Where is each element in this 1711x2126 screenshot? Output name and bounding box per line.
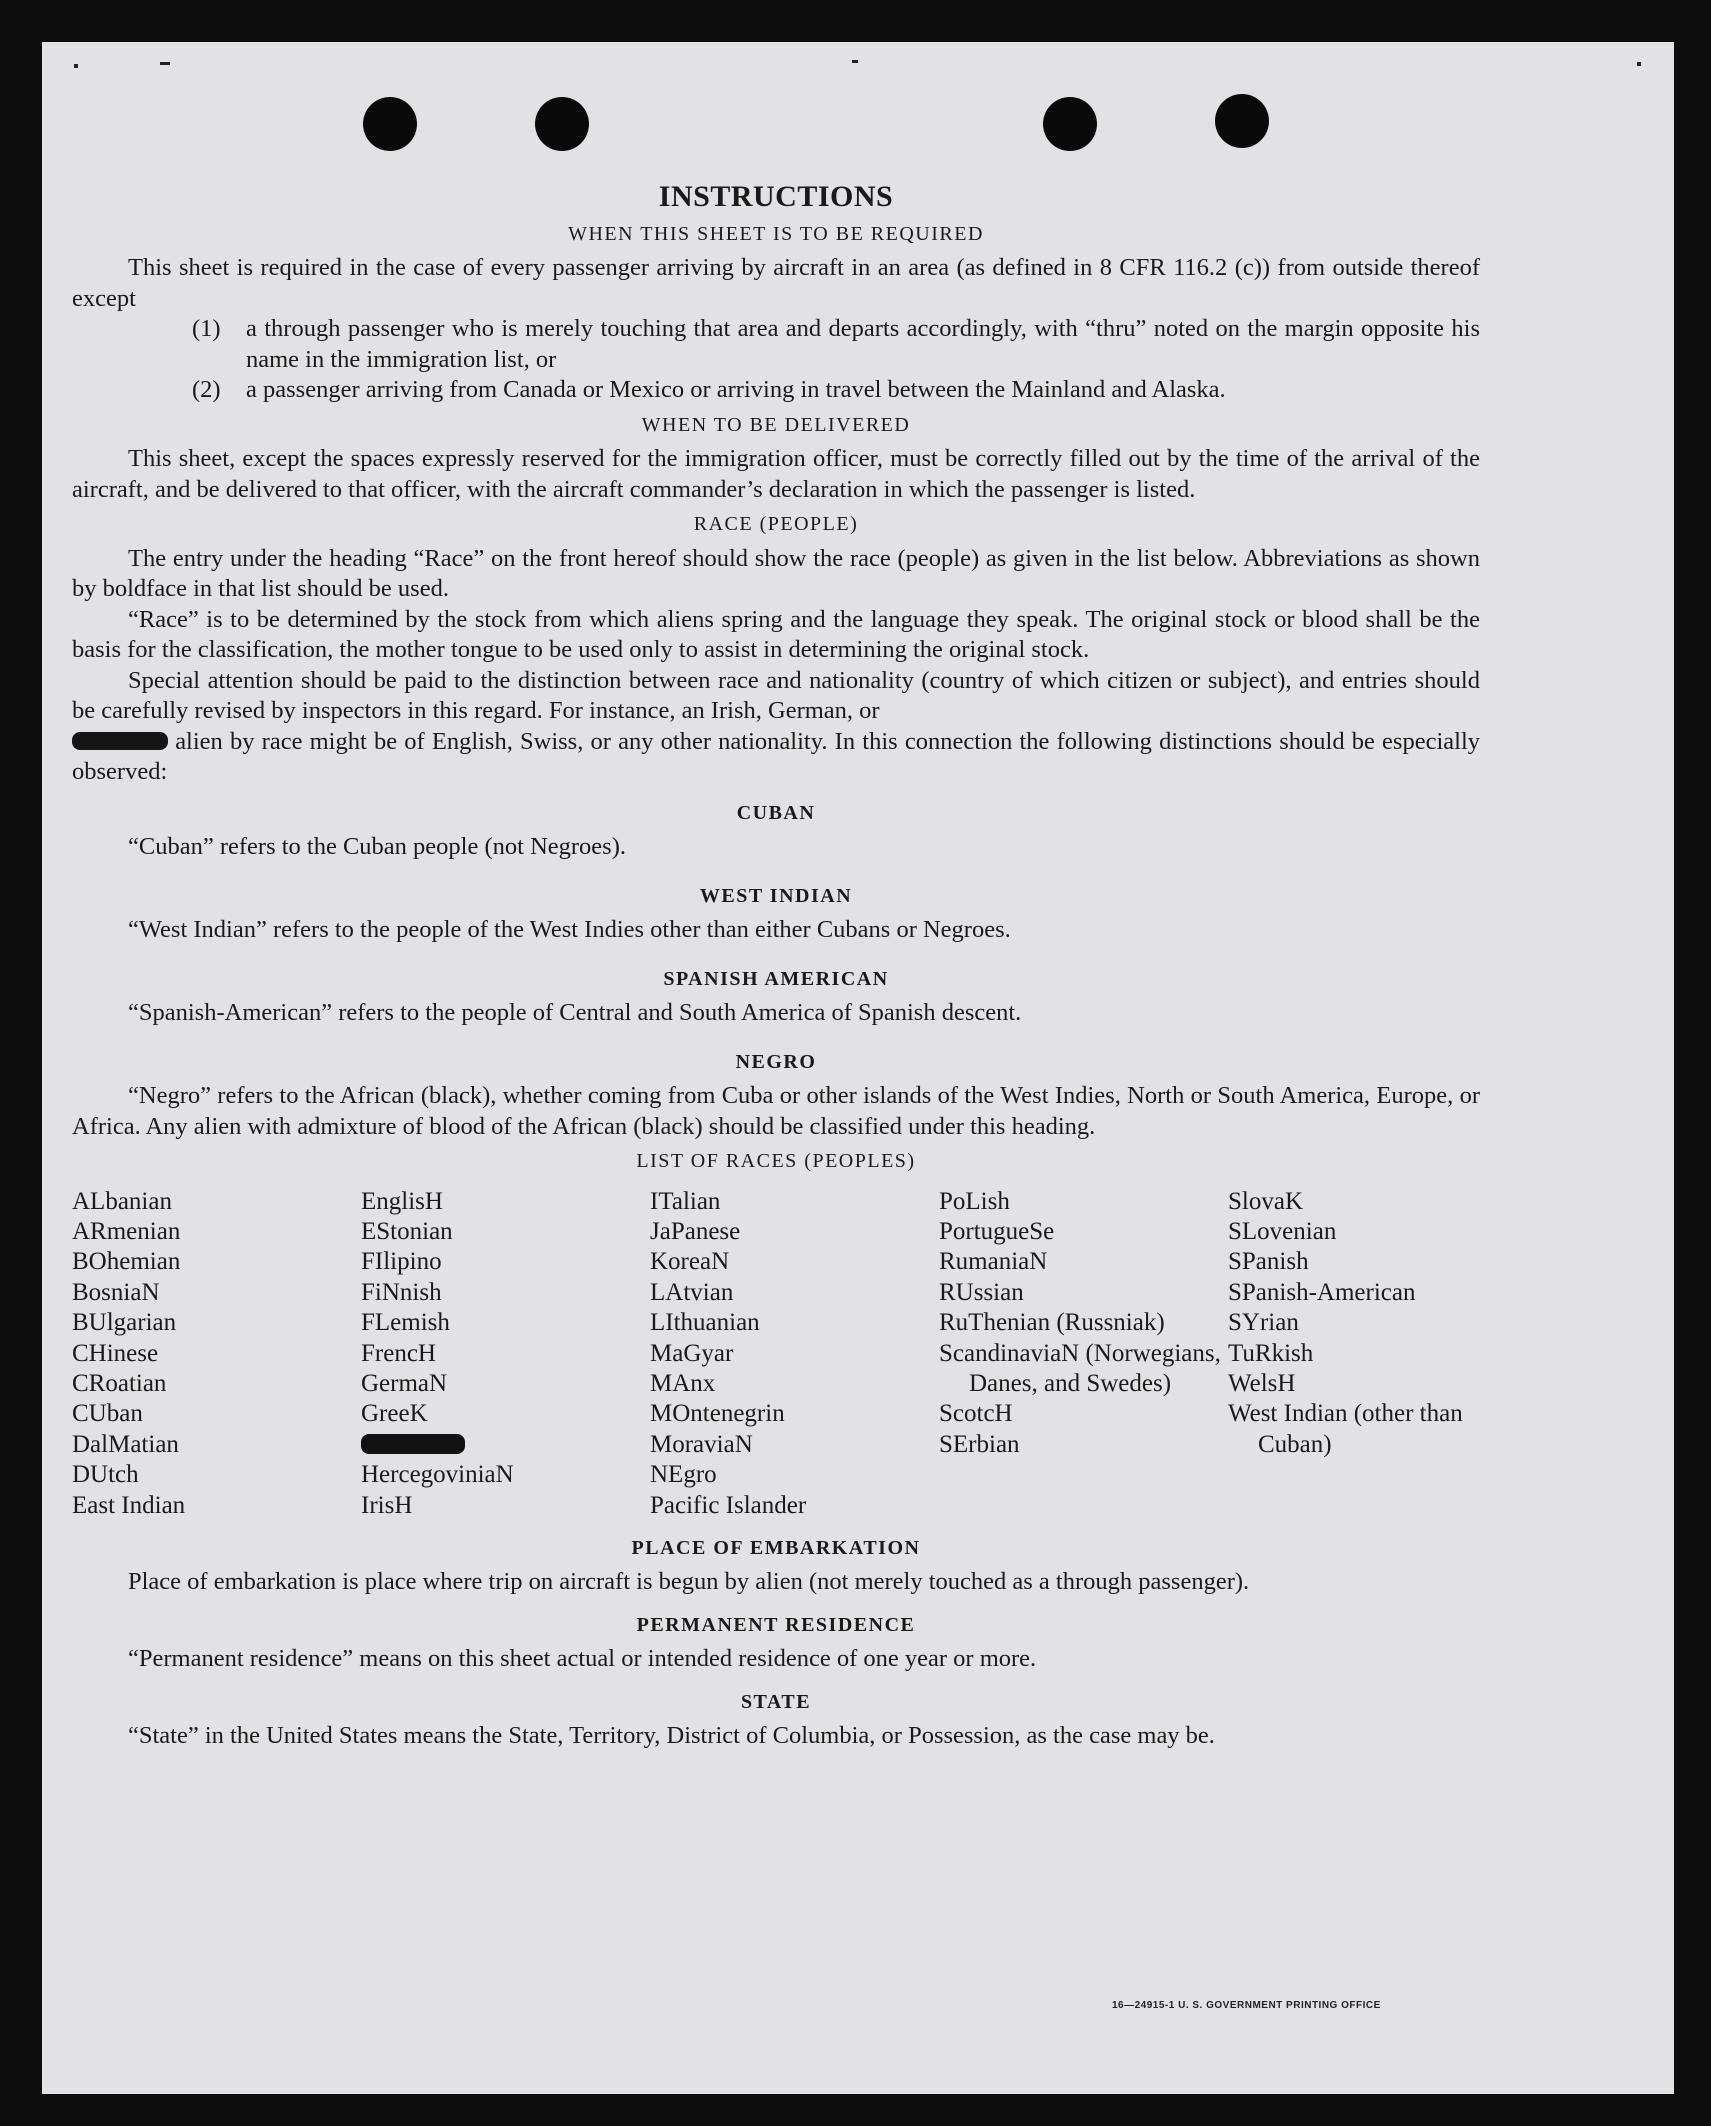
race-entry: ITalian xyxy=(650,1187,721,1215)
race-entry: ALbanian xyxy=(72,1187,172,1215)
redaction-mark xyxy=(72,732,168,750)
race-entry: GreeK xyxy=(361,1400,428,1428)
section-heading-delivered: WHEN TO BE DELIVERED xyxy=(641,413,911,436)
race-entry: CRoatian xyxy=(72,1369,167,1397)
races-column-1 xyxy=(72,1187,361,1521)
section-heading-negro: NEGRO xyxy=(735,1050,817,1073)
punch-hole-1 xyxy=(363,97,417,151)
section-heading-required: WHEN THIS SHEET IS TO BE REQUIRED xyxy=(568,222,984,245)
race-entry: DUtch xyxy=(72,1461,139,1489)
section-heading-cuban: CUBAN xyxy=(736,801,816,824)
race-paragraph-3b-text: alien by race might be of English, Swiss, or any other nationality. In this connection the following distinctions should be especially observed: xyxy=(72,727,1480,785)
race-entry: Pacific Islander xyxy=(650,1491,807,1519)
section-heading-spanish-american: SPANISH AMERICAN xyxy=(663,967,889,990)
required-intro: This sheet is required in the case of every passenger arriving by aircraft in an area (as defined in 8 CFR 116.2 (c)) from outside thereof except xyxy=(72,254,1480,312)
race-entry: LAtvian xyxy=(650,1278,734,1306)
exception-item-1 xyxy=(72,314,1480,375)
race-entry: FLemish xyxy=(361,1309,450,1337)
race-entry: TuRkish xyxy=(1228,1339,1314,1367)
section-heading-state: STATE xyxy=(740,1690,812,1713)
race-entry: HercegoviniaN xyxy=(361,1461,514,1489)
race-entry: LIthuanian xyxy=(650,1309,760,1337)
item-number: (1) xyxy=(192,315,221,342)
punch-hole-4 xyxy=(1215,94,1269,148)
race-paragraph-3b xyxy=(72,727,1480,788)
embarkation-text: Place of embarkation is place where trip on aircraft is begun by alien (not merely touched as a through passenger). xyxy=(128,1568,1250,1596)
race-entry: SlovaK xyxy=(1228,1187,1303,1215)
cuban-text: “Cuban” refers to the Cuban people (not Negroes). xyxy=(128,833,626,860)
west-indian-text: “West Indian” refers to the people of the West Indies other than either Cubans or Negroes. xyxy=(128,916,1011,943)
race-paragraph-3a: Special attention should be paid to the distinction between race and nationality (country of which citizen or subject), and entries should be carefully revised by inspectors in this regard. For instance, an Irish, German, or xyxy=(72,666,1480,724)
race-entry: CUban xyxy=(72,1400,143,1428)
speck-mark xyxy=(160,62,170,65)
race-entry: SLovenian xyxy=(1228,1217,1337,1245)
print-office-footer: 16—24915-1 U. S. GOVERNMENT PRINTING OFFICE xyxy=(1112,2000,1381,2011)
delivered-text: This sheet, except the spaces expressly reserved for the immigration officer, must be correctly filled out by the time of the arrival of the aircraft, and be delivered to that officer, with the aircraft commander’s declaration in which the passenger is listed. xyxy=(72,445,1480,503)
race-entry: WelsH xyxy=(1228,1369,1296,1397)
races-list xyxy=(72,1187,1480,1521)
punch-hole-3 xyxy=(1043,97,1097,151)
residence-text: “Permanent residence” means on this sheet actual or intended residence of one year or more. xyxy=(128,1645,1037,1673)
race-entry: ScandinaviaN (Norwegians, Danes, and Swedes) xyxy=(939,1339,1221,1397)
races-column-2 xyxy=(361,1187,650,1521)
race-entry: SPanish xyxy=(1228,1248,1309,1276)
race-entry: RUssian xyxy=(939,1278,1024,1306)
race-entry: ScotcH xyxy=(939,1400,1013,1428)
exception-item-2 xyxy=(72,375,1480,406)
speck-mark xyxy=(1637,62,1641,66)
race-paragraph-1: The entry under the heading “Race” on the front hereof should show the race (people) as given in the list below. Abbreviations as shown by boldface in that list should be used. xyxy=(72,544,1480,602)
race-entry: SErbian xyxy=(939,1430,1020,1458)
race-entry: SPanish-American xyxy=(1228,1278,1416,1306)
race-entry: PortugueSe xyxy=(939,1217,1055,1245)
race-entry: NEgro xyxy=(650,1461,717,1489)
race-entry: FiNnish xyxy=(361,1278,442,1306)
speck-mark xyxy=(852,60,858,63)
races-column-5 xyxy=(1228,1187,1517,1521)
spanish-american-text: “Spanish-American” refers to the people of Central and South America of Spanish descent. xyxy=(128,999,1022,1026)
race-entry xyxy=(361,1430,650,1460)
race-entry: RuThenian (Russniak) xyxy=(939,1309,1165,1337)
race-entry: JaPanese xyxy=(650,1217,741,1245)
race-entry: West Indian (other than Cuban) xyxy=(1228,1400,1463,1458)
race-entry: RumaniaN xyxy=(939,1248,1048,1276)
race-entry: BosniaN xyxy=(72,1278,160,1306)
negro-text: “Negro” refers to the African (black), whether coming from Cuba or other islands of the West Indies, North or South America, Europe, or Africa. Any alien with admixture of blood of the African (black) should be classified under this heading. xyxy=(72,1082,1480,1140)
instructions-body xyxy=(72,182,1480,1752)
section-heading-west-indian: WEST INDIAN xyxy=(699,884,853,907)
race-entry: ARmenian xyxy=(72,1217,181,1245)
section-heading-race: RACE (PEOPLE) xyxy=(693,513,859,535)
race-entry: SYrian xyxy=(1228,1309,1299,1337)
races-column-4 xyxy=(939,1187,1228,1521)
race-entry: GermaN xyxy=(361,1369,448,1397)
speck-mark xyxy=(74,64,78,68)
race-entry: MoraviaN xyxy=(650,1430,753,1458)
document-sheet xyxy=(42,42,1674,2094)
race-entry: DalMatian xyxy=(72,1430,179,1458)
race-entry: BUlgarian xyxy=(72,1309,177,1337)
race-entry: East Indian xyxy=(72,1491,186,1519)
page-title: INSTRUCTIONS xyxy=(658,180,894,213)
race-entry: CHinese xyxy=(72,1339,159,1367)
item-text: a through passenger who is merely touching that area and departs accordingly, with “thru” noted on the margin opposite his name in the immigration list, or xyxy=(246,315,1480,373)
state-text: “State” in the United States means the State, Territory, District of Columbia, or Possession, as the case may be. xyxy=(128,1722,1215,1750)
section-heading-residence: PERMANENT RESIDENCE xyxy=(636,1613,916,1636)
race-entry: FIlipino xyxy=(361,1248,442,1276)
race-entry: IrisH xyxy=(361,1491,413,1519)
item-text: a passenger arriving from Canada or Mexico or arriving in travel between the Mainland and Alaska. xyxy=(246,376,1226,403)
redaction-mark xyxy=(361,1434,465,1454)
races-column-3 xyxy=(650,1187,939,1521)
race-entry: EStonian xyxy=(361,1217,453,1245)
race-entry: KoreaN xyxy=(650,1248,730,1276)
item-number: (2) xyxy=(192,376,221,403)
punch-hole-2 xyxy=(535,97,589,151)
race-entry: MAnx xyxy=(650,1369,716,1397)
race-entry: EnglisH xyxy=(361,1187,443,1215)
race-entry: MaGyar xyxy=(650,1339,734,1367)
race-entry: MOntenegrin xyxy=(650,1400,785,1428)
section-heading-races-list: LIST OF RACES (PEOPLES) xyxy=(636,1150,916,1172)
race-paragraph-2: “Race” is to be determined by the stock from which aliens spring and the language they speak. The original stock or blood shall be the basis for the classification, the mother tongue to be used only to assist in determining the original stock. xyxy=(72,605,1480,663)
race-entry: BOhemian xyxy=(72,1248,181,1276)
race-entry: FrencH xyxy=(361,1339,436,1367)
section-heading-embarkation: PLACE OF EMBARKATION xyxy=(631,1536,921,1559)
race-entry: PoLish xyxy=(939,1187,1010,1215)
